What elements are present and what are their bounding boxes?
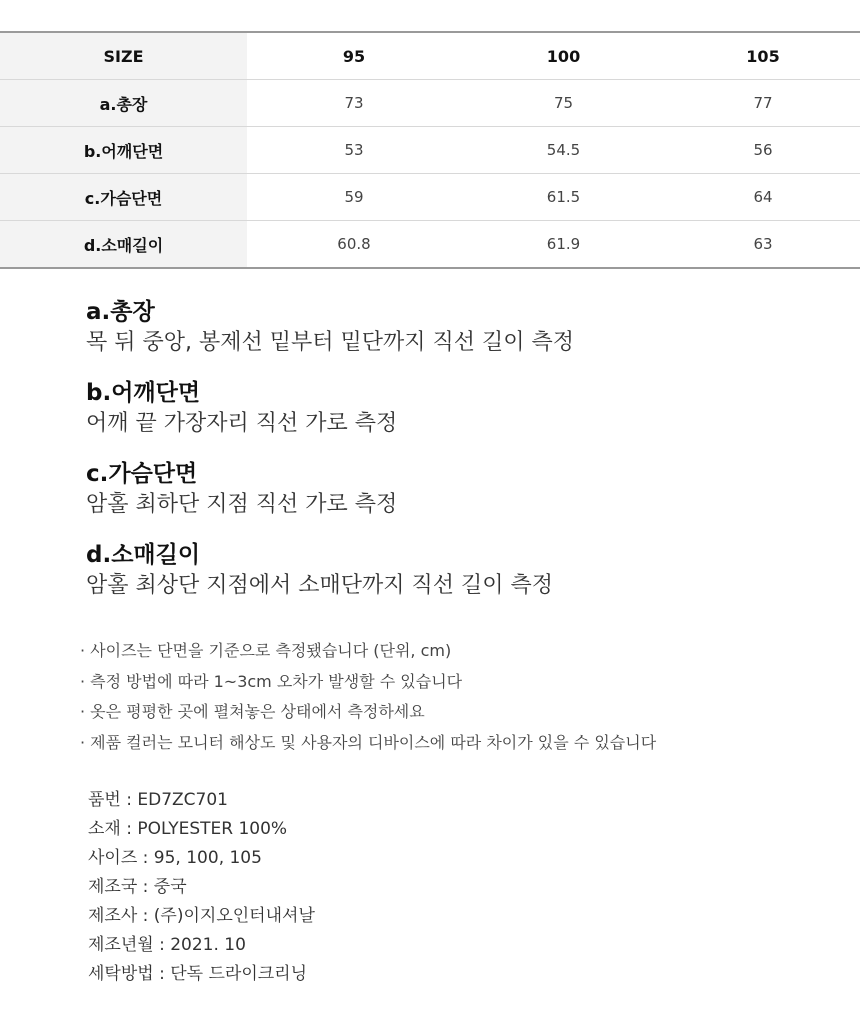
measurement-item bbox=[86, 539, 846, 620]
size-header-95: 95 bbox=[247, 32, 461, 80]
size-table-header-row bbox=[0, 32, 860, 80]
measurement-description: 목 뒤 중앙, 봉제선 밑부터 밑단까지 직선 길이 측정 bbox=[86, 330, 574, 355]
size-header-100: 100 bbox=[461, 32, 666, 80]
table-cell: 75 bbox=[461, 80, 666, 127]
measurement-item bbox=[86, 296, 846, 377]
product-sizes: 사이즈 : 95, 100, 105 bbox=[88, 848, 262, 868]
notes-list bbox=[80, 636, 850, 758]
product-country: 제조국 : 중국 bbox=[88, 877, 187, 897]
measurement-item bbox=[86, 377, 846, 458]
list-item: · 측정 방법에 따라 1~3cm 오차가 발생할 수 있습니다 bbox=[80, 671, 463, 691]
measurement-guide bbox=[86, 296, 846, 620]
table-cell: 73 bbox=[247, 80, 461, 127]
table-cell: 59 bbox=[247, 174, 461, 221]
product-washing: 세탁방법 : 단독 드라이크리닝 bbox=[88, 964, 308, 984]
list-item: · 옷은 평평한 곳에 펼쳐놓은 상태에서 측정하세요 bbox=[80, 702, 425, 721]
table-cell: 60.8 bbox=[247, 221, 461, 269]
row-label: c.가슴단면 bbox=[0, 174, 247, 221]
table-row-chest bbox=[0, 174, 860, 221]
row-label: d.소매길이 bbox=[0, 221, 247, 269]
table-row-total-length bbox=[0, 80, 860, 127]
product-manufacturer: 제조사 : (주)이지오인터내셔날 bbox=[88, 906, 315, 926]
measurement-description: 어깨 끝 가장자리 직선 가로 측정 bbox=[86, 411, 398, 436]
product-info bbox=[88, 786, 848, 989]
size-header-label: SIZE bbox=[0, 32, 247, 80]
row-label: a.총장 bbox=[0, 80, 247, 127]
measurement-item bbox=[86, 458, 846, 539]
table-row-sleeve bbox=[0, 221, 860, 269]
table-cell: 54.5 bbox=[461, 127, 666, 174]
table-cell: 64 bbox=[666, 174, 860, 221]
measurement-description: 암홀 최하단 지점 직선 가로 측정 bbox=[86, 492, 398, 517]
measurement-title: a.총장 bbox=[86, 299, 155, 325]
table-cell: 56 bbox=[666, 127, 860, 174]
table-cell: 61.5 bbox=[461, 174, 666, 221]
table-cell: 63 bbox=[666, 221, 860, 269]
product-code: 품번 : ED7ZC701 bbox=[88, 790, 228, 810]
list-item: · 사이즈는 단면을 기준으로 측정됐습니다 (단위, cm) bbox=[80, 641, 452, 660]
table-cell: 53 bbox=[247, 127, 461, 174]
measurement-title: d.소매길이 bbox=[86, 542, 201, 568]
row-label: b.어깨단면 bbox=[0, 127, 247, 174]
table-row-shoulder bbox=[0, 127, 860, 174]
list-item: · 제품 컬러는 모니터 해상도 및 사용자의 디바이스에 따라 차이가 있을 수 있습니다 bbox=[80, 732, 657, 752]
table-cell: 77 bbox=[666, 80, 860, 127]
product-manufacture-date: 제조년월 : 2021. 10 bbox=[88, 935, 246, 955]
measurement-title: c.가슴단면 bbox=[86, 461, 198, 487]
measurement-description: 암홀 최상단 지점에서 소매단까지 직선 길이 측정 bbox=[86, 573, 554, 598]
size-header-105: 105 bbox=[666, 32, 860, 80]
measurement-title: b.어깨단면 bbox=[86, 380, 201, 406]
size-table bbox=[0, 31, 860, 269]
table-cell: 61.9 bbox=[461, 221, 666, 269]
product-material: 소재 : POLYESTER 100% bbox=[88, 819, 288, 839]
